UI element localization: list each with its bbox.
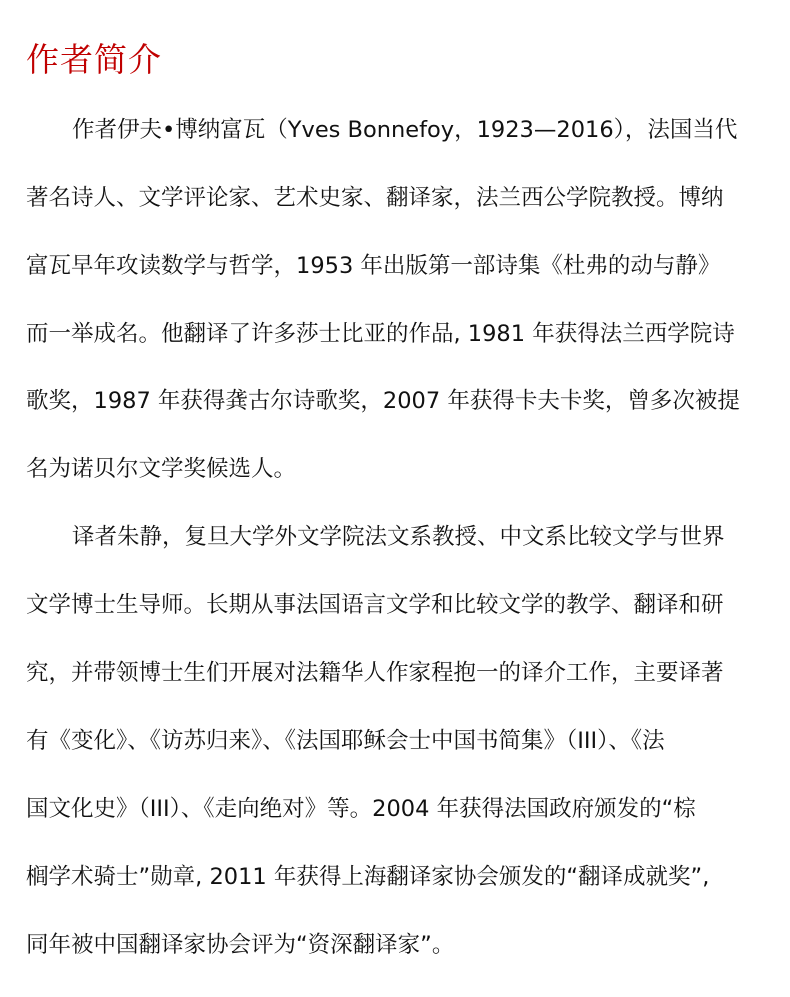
text-line: 有《变化》、《访苏归来》、《法国耶稣会士中国书简集》（III）、《法 — [26, 728, 665, 754]
text-line: 榈学术骑士”勋章, 2011 年获得上海翻译家协会颁发的“翻译成就奖”, — [26, 864, 710, 890]
text-line: 文学博士生导师。长期从事法国语言文学和比较文学的教学、翻译和研 — [26, 592, 724, 618]
text-line: 歌奖，1987 年获得龚古尔诗歌奖，2007 年获得卡夫卡奖，曾多次被提 — [26, 388, 740, 414]
text-line: 究，并带领博士生们开展对法籍华人作家程抱一的译介工作，主要译著 — [26, 660, 724, 686]
text-line: 作者伊夫•博纳富瓦（Yves Bonnefoy，1923—2016），法国当代 — [72, 117, 738, 143]
text-line: 富瓦早年攻读数学与哲学，1953 年出版第一部诗集《杜弗的动与静》 — [26, 253, 721, 279]
text-line: 同年被中国翻译家协会评为“资深翻译家”。 — [26, 932, 455, 958]
section-title: 作者简介 — [26, 40, 162, 79]
text-line: 名为诺贝尔文学奖候选人。 — [26, 456, 297, 482]
text-line: 著名诗人、文学评论家、艺术史家、翻译家，法兰西公学院教授。博纳 — [26, 185, 724, 211]
text-line: 国文化史》（III）、《走向绝对》等。2004 年获得法国政府颁发的“棕 — [26, 796, 696, 822]
text-line: 而一举成名。他翻译了许多莎士比亚的作品, 1981 年获得法兰西学院诗 — [26, 321, 735, 347]
text-line: 译者朱静，复旦大学外文学院法文系教授、中文系比较文学与世界 — [72, 524, 725, 550]
